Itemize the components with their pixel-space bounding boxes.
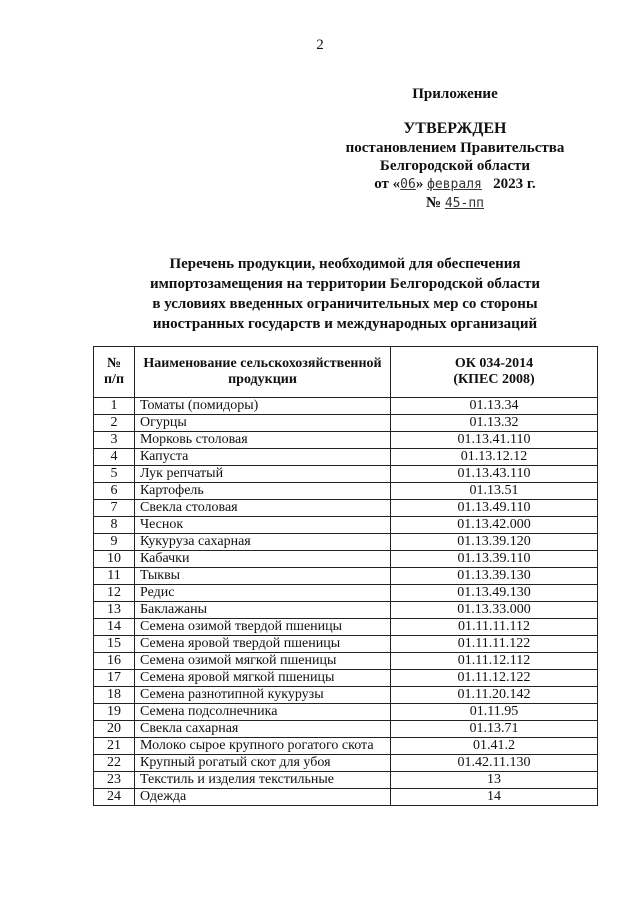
- row-number: 24: [94, 789, 135, 806]
- header-name: [135, 347, 391, 398]
- product-code: 01.13.39.130: [391, 568, 598, 585]
- table-row: [94, 568, 598, 585]
- table-row: [94, 534, 598, 551]
- product-name: Свекла столовая: [135, 500, 391, 517]
- table-header-row: [94, 347, 598, 398]
- product-code: 01.13.71: [391, 721, 598, 738]
- table-row: [94, 755, 598, 772]
- row-number: 1: [94, 398, 135, 415]
- product-name: Капуста: [135, 449, 391, 466]
- product-code: 01.11.11.112: [391, 619, 598, 636]
- document-title: [120, 254, 570, 334]
- product-code: 01.13.39.110: [391, 551, 598, 568]
- approval-line-2: Белгородской области: [379, 158, 531, 174]
- date-mid: »: [415, 176, 424, 192]
- appendix-label: Приложение: [412, 86, 498, 102]
- header-code-line: (КПЕС 2008): [453, 372, 535, 387]
- approved-label: УТВЕРЖДЕН: [403, 120, 507, 137]
- table-row: [94, 517, 598, 534]
- product-name: Семена яровой мягкой пшеницы: [135, 670, 391, 687]
- product-name: Свекла сахарная: [135, 721, 391, 738]
- product-code: 01.13.33.000: [391, 602, 598, 619]
- product-code: 01.11.12.112: [391, 653, 598, 670]
- product-name: Баклажаны: [135, 602, 391, 619]
- table-row: [94, 432, 598, 449]
- product-code: 01.42.11.130: [391, 755, 598, 772]
- product-name: Томаты (помидоры): [135, 398, 391, 415]
- row-number: 12: [94, 585, 135, 602]
- product-code: 01.13.39.120: [391, 534, 598, 551]
- row-number: 13: [94, 602, 135, 619]
- table-row: [94, 585, 598, 602]
- title-line: в условиях введенных ограничительных мер со стороны: [152, 296, 538, 312]
- row-number: 2: [94, 415, 135, 432]
- row-number: 23: [94, 772, 135, 789]
- row-number: 15: [94, 636, 135, 653]
- product-code: 01.13.42.000: [391, 517, 598, 534]
- table-row: [94, 653, 598, 670]
- product-code: 01.13.12.12: [391, 449, 598, 466]
- row-number: 7: [94, 500, 135, 517]
- table-row: [94, 500, 598, 517]
- row-number: 16: [94, 653, 135, 670]
- header-num-line: п/п: [103, 372, 125, 387]
- date-prefix: от «: [374, 176, 401, 192]
- header-num: [94, 347, 135, 398]
- table-row: [94, 449, 598, 466]
- product-code: 01.13.43.110: [391, 466, 598, 483]
- product-name: Семена яровой твердой пшеницы: [135, 636, 391, 653]
- approval-line-1: постановлением Правительства: [345, 140, 565, 156]
- row-number: 9: [94, 534, 135, 551]
- header-name-line: продукции: [228, 372, 297, 387]
- date-year: 2023 г.: [493, 176, 536, 192]
- product-name: Молоко сырое крупного рогатого скота: [135, 738, 391, 755]
- product-code: 01.11.95: [391, 704, 598, 721]
- header-code: [391, 347, 598, 398]
- product-code: 01.13.32: [391, 415, 598, 432]
- row-number: 11: [94, 568, 135, 585]
- row-number: 10: [94, 551, 135, 568]
- number-prefix: №: [426, 195, 442, 211]
- table-row: [94, 602, 598, 619]
- product-code: 01.13.49.130: [391, 585, 598, 602]
- row-number: 17: [94, 670, 135, 687]
- row-number: 4: [94, 449, 135, 466]
- table-row: [94, 619, 598, 636]
- title-line: Перечень продукции, необходимой для обеспечения: [169, 256, 521, 272]
- table-row: [94, 738, 598, 755]
- product-name: Лук репчатый: [135, 466, 391, 483]
- table-row: [94, 789, 598, 806]
- product-name: Одежда: [135, 789, 391, 806]
- row-number: 8: [94, 517, 135, 534]
- product-code: 01.13.51: [391, 483, 598, 500]
- product-name: Морковь столовая: [135, 432, 391, 449]
- header-num-line: №: [106, 356, 122, 371]
- product-name: Кукуруза сахарная: [135, 534, 391, 551]
- table-row: [94, 551, 598, 568]
- header-name-line: Наименование сельскохозяйственной: [143, 356, 382, 371]
- row-number: 20: [94, 721, 135, 738]
- product-code: 01.13.41.110: [391, 432, 598, 449]
- product-name: Чеснок: [135, 517, 391, 534]
- product-code: 01.11.11.122: [391, 636, 598, 653]
- table-row: [94, 415, 598, 432]
- row-number: 22: [94, 755, 135, 772]
- product-name: Редис: [135, 585, 391, 602]
- product-name: Тыквы: [135, 568, 391, 585]
- product-code: 01.11.12.122: [391, 670, 598, 687]
- product-name: Семена подсолнечника: [135, 704, 391, 721]
- title-line: иностранных государств и международных организаций: [152, 316, 538, 332]
- product-code: 13: [391, 772, 598, 789]
- product-name: Текстиль и изделия текстильные: [135, 772, 391, 789]
- table-row: [94, 704, 598, 721]
- header-code-line: ОК 034-2014: [454, 356, 534, 371]
- table-row: [94, 398, 598, 415]
- table-row: [94, 466, 598, 483]
- number-value: 45-пп: [444, 196, 484, 211]
- approval-number: [300, 195, 610, 212]
- date-day: 06: [400, 177, 416, 192]
- row-number: 6: [94, 483, 135, 500]
- table-row: [94, 670, 598, 687]
- product-code: 01.41.2: [391, 738, 598, 755]
- product-code: 14: [391, 789, 598, 806]
- row-number: 5: [94, 466, 135, 483]
- row-number: 18: [94, 687, 135, 704]
- product-name: Крупный рогатый скот для убоя: [135, 755, 391, 772]
- product-name: Семена озимой мягкой пшеницы: [135, 653, 391, 670]
- products-table: [93, 346, 598, 806]
- product-code: 01.13.49.110: [391, 500, 598, 517]
- product-name: Семена озимой твердой пшеницы: [135, 619, 391, 636]
- row-number: 14: [94, 619, 135, 636]
- table-row: [94, 772, 598, 789]
- table-row: [94, 636, 598, 653]
- row-number: 19: [94, 704, 135, 721]
- approval-date: [300, 176, 610, 193]
- row-number: 21: [94, 738, 135, 755]
- product-name: Огурцы: [135, 415, 391, 432]
- product-code: 01.13.34: [391, 398, 598, 415]
- table-row: [94, 483, 598, 500]
- title-line: импортозамещения на территории Белгородской области: [149, 276, 541, 292]
- row-number: 3: [94, 432, 135, 449]
- product-name: Семена разнотипной кукурузы: [135, 687, 391, 704]
- page-number: 2: [316, 37, 324, 53]
- product-name: Картофель: [135, 483, 391, 500]
- table-row: [94, 721, 598, 738]
- product-name: Кабачки: [135, 551, 391, 568]
- product-code: 01.11.20.142: [391, 687, 598, 704]
- date-month: февраля: [427, 177, 482, 192]
- table-row: [94, 687, 598, 704]
